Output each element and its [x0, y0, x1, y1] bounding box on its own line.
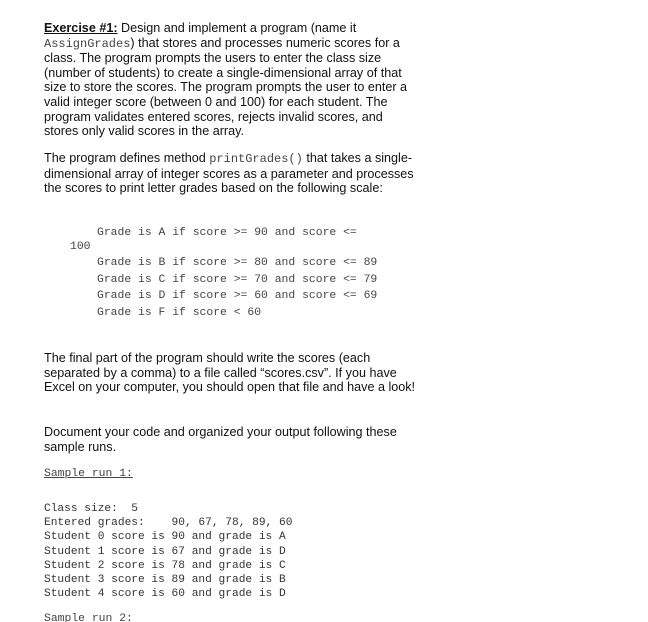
- grade-line-a: Grade is A if score >= 90 and score <=: [97, 227, 357, 239]
- output-line: Student 0 score is 90 and grade is A: [44, 531, 286, 544]
- output-line: Student 4 score is 60 and grade is D: [44, 588, 286, 601]
- output-line: Student 1 score is 67 and grade is D: [44, 545, 286, 558]
- document-paragraph: Document your code and organized your output following these sample runs.: [44, 425, 397, 454]
- sample-run-label: Sample run 1:: [44, 468, 133, 480]
- sample-output: [44, 502, 292, 601]
- output-line: Student 3 score is 89 and grade is B: [44, 574, 286, 587]
- exercise-heading: Exercise #1:: [44, 21, 118, 35]
- final-part-paragraph: The final part of the program should write the scores (each separated by a comma) to a file called “scores.csv”. If you have Excel on your computer, you should open that file and have a look!: [44, 351, 416, 395]
- output-line: Student 2 score is 78 and grade is C: [44, 559, 286, 572]
- grade-line-f: Grade is F if score < 60: [97, 307, 262, 319]
- output-line: Entered grades: 90, 67, 78, 89, 60: [44, 517, 293, 530]
- grade-line-d: Grade is D if score >= 60 and score <= 69: [97, 290, 378, 302]
- method-name: printGrades(): [209, 152, 303, 166]
- exercise-intro-before: Design and implement a program (name it: [117, 21, 357, 35]
- exercise-intro-after: ) that stores and processes numeric scores for a class. The program prompts the users to enter the class size (number of students) to create a single-dimensional array of that size to store the scores. The program prompts the user to enter a valid integer score (between 0 and 100) for each student. The program validates entered scores, rejects invalid scores, and stores only valid scores in the array.: [44, 35, 408, 139]
- method-paragraph: [44, 151, 416, 196]
- sample-run-2-label-partial: Sample run 2:: [44, 613, 133, 622]
- grade-line-b: Grade is B if score >= 80 and score <= 89: [97, 257, 378, 269]
- program-name: AssignGrades: [44, 36, 131, 51]
- method-after: that takes a single-dimensional array of integer scores as a parameter and processes the scores to print letter grades based on the following scale:: [44, 151, 414, 196]
- output-line: Class size: 5: [44, 503, 138, 515]
- method-before: The program defines method: [44, 151, 210, 165]
- grade-line-c: Grade is C if score >= 70 and score <= 79: [97, 274, 378, 286]
- grade-line-a-wrap: 100: [70, 241, 91, 253]
- exercise-paragraph: [44, 21, 416, 139]
